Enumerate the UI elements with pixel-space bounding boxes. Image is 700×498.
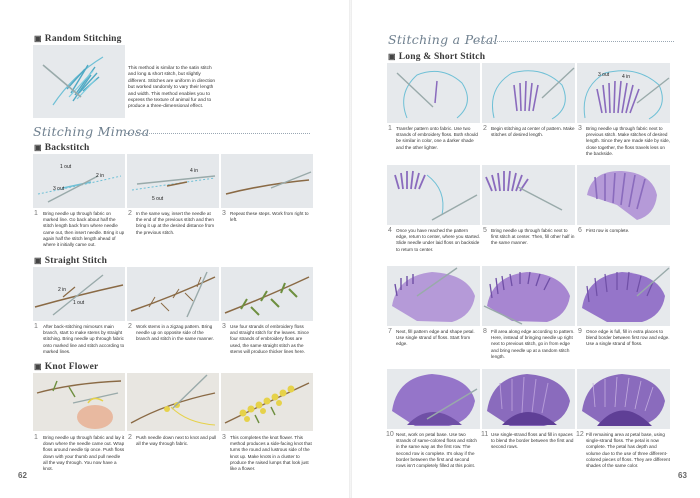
step-number: 3 xyxy=(222,210,226,217)
step-caption: Fill remaining area at petal base, using single-strand floss. The petal is now complete. The petal has depth and volume due to the use of three different-colored pieces of floss. They are different shades of the same color. xyxy=(586,432,670,469)
step-number: 5 xyxy=(483,227,487,234)
knot-flower-photo-2 xyxy=(127,373,219,431)
step-number: 2 xyxy=(128,434,132,441)
step-caption: After back-stitching mimosa's main branch, start to make stems by straight stitching. Bring needle up through fabric onto marked line and stitch according to marked lines. xyxy=(43,324,125,354)
petal-photo-5 xyxy=(482,165,575,225)
photo-label: 3 out xyxy=(598,72,610,78)
step-caption: This completes the knot flower. This method produces a side-facing knot that turns the round and lustrous side of the knot up. Make knots in a cluster to produce the raised lumps that look just like a flower. xyxy=(230,435,312,472)
section-marker-icon: ▣ xyxy=(388,52,396,61)
step-number: 9 xyxy=(578,328,582,335)
photo-label: 1 out xyxy=(73,300,85,306)
step-number: 12 xyxy=(576,431,584,438)
step-number: 3 xyxy=(222,434,226,441)
petal-photo-6 xyxy=(577,165,670,225)
step-number: 2 xyxy=(128,210,132,217)
random-stitching-text: This method is similar to the satin stitch and long & short stitch, but slightly different. Stitches are uniform in direction but worked randomly to vary their length and width. This method enables you to express the texture of animal fur and to produce a three-dimensional effect. xyxy=(128,66,216,110)
step-caption: Next, fill pattern edge and shape petal. Use single strand of floss. Start from edge. xyxy=(396,329,475,347)
random-stitching-photo xyxy=(33,45,125,118)
backstitch-photo-1 xyxy=(33,154,125,208)
step-number: 1 xyxy=(34,434,38,441)
backstitch-photo-2 xyxy=(127,154,219,208)
step-caption: Once you have reached the pattern edge, return to center, where you started. Slide needle under laid floss on backside to return to center. xyxy=(396,228,481,252)
straight-stitch-photo-3 xyxy=(221,267,313,321)
step-caption: Bring needle up through fabric next to first stitch at center. Then, fill other half in the same manner. xyxy=(491,228,575,246)
page-number: 63 xyxy=(678,471,687,480)
step-caption: Repeat these steps. Work from right to left. xyxy=(230,211,309,223)
photo-label: 2 in xyxy=(96,173,105,179)
step-caption: Use single-strand floss and fill in spaces to blend the border between the first and second rows. xyxy=(491,432,574,450)
step-caption: In the same way, insert the needle at the end of the previous stitch and then bring it up at the desired distance from the previous stitch. xyxy=(136,211,215,235)
photo-label: 4 in xyxy=(190,168,199,174)
photo-label: 3 out xyxy=(53,186,65,192)
step-caption: Bring needle up through fabric and lay it down where the needle came out. Wrap floss around needle tip once. Push floss down with your thumb and pull needle all the way through. You now have a knot. xyxy=(43,435,125,472)
section-marker-icon: ▣ xyxy=(34,34,42,43)
step-number: 8 xyxy=(483,328,487,335)
step-number: 4 xyxy=(388,227,392,234)
knot-flower-title: ▣ Knot Flower xyxy=(34,362,99,372)
step-number: 10 xyxy=(386,431,394,438)
step-number: 6 xyxy=(578,227,582,234)
petal-photo-9 xyxy=(577,266,670,326)
section-marker-icon: ▣ xyxy=(34,143,42,152)
step-number: 1 xyxy=(34,323,38,330)
step-caption: Fill area along edge according to pattern. Here, instead of bringing needle up right next to previous stitch, go in from edge and bring needle up at a random stitch length. xyxy=(491,329,575,359)
step-caption: Push needle down next to knot and pull all the way through fabric. xyxy=(136,435,217,447)
step-caption: Use four strands of embroidery floss and straight stitch for the leaves. Since four strands of embroidery floss are used, the same straight stitch as the stems will produce thicker lines here. xyxy=(230,324,309,354)
backstitch-title: ▣ Backstitch xyxy=(34,143,90,153)
petal-photo-4 xyxy=(387,165,480,225)
step-caption: Once edge is full, fill in extra places to blend border between first row and edge. Use a single strand of floss. xyxy=(586,329,670,347)
petal-photo-8 xyxy=(482,266,575,326)
petal-photo-3 xyxy=(577,63,670,123)
step-caption: Next, work on petal base. Use two strands of same-colored floss and stitch in the same way as the first row. The second row is complete. It's okay if the border between the first and second rows isn't completely filled at this point. xyxy=(396,432,477,469)
heading-divider xyxy=(478,41,674,42)
petal-photo-10 xyxy=(387,369,480,429)
step-number: 2 xyxy=(128,323,132,330)
petal-photo-11 xyxy=(482,369,575,429)
step-caption: First row is complete. xyxy=(586,228,630,233)
stitching-petal-heading: Stitching a Petal xyxy=(388,32,498,47)
section-marker-icon: ▣ xyxy=(34,256,42,265)
step-caption: Transfer pattern onto fabric. Use two strands of embroidery floss. Both should be similar in color, one a darker shade and the other lighter. xyxy=(396,126,478,150)
photo-label: 5 out xyxy=(152,196,164,202)
petal-photo-1 xyxy=(387,63,480,123)
step-caption: Bring needle up through fabric on marked line. Go back about half the stitch length back from where needle came out, then insert needle. Bring it up again half the stitch length ahead of where it initially came out. xyxy=(43,211,125,248)
straight-stitch-title: ▣ Straight Stitch xyxy=(34,256,108,266)
page-number: 62 xyxy=(18,471,27,480)
stitching-mimosa-heading: Stitching Mimosa xyxy=(33,124,150,139)
step-number: 3 xyxy=(222,323,226,330)
petal-photo-2 xyxy=(482,63,575,123)
step-caption: Bring needle up through fabric next to previous stitch. Make stitches of desired length. Since they are made side by side, close together, the floss travels less on the backside. xyxy=(586,126,671,156)
step-number: 1 xyxy=(34,210,38,217)
step-number: 1 xyxy=(388,125,392,132)
step-number: 7 xyxy=(388,328,392,335)
step-number: 11 xyxy=(481,431,489,438)
step-caption: Begin stitching at center of pattern. Make stitches of desired length. xyxy=(491,126,575,138)
photo-label: 2 in xyxy=(58,287,67,293)
right-page xyxy=(352,0,700,498)
petal-photo-12 xyxy=(577,369,670,429)
step-number: 2 xyxy=(483,125,487,132)
long-short-stitch-title: ▣ Long & Short Stitch xyxy=(388,52,486,62)
straight-stitch-photo-1 xyxy=(33,267,125,321)
photo-label: 4 in xyxy=(622,74,631,80)
section-marker-icon: ▣ xyxy=(34,362,42,371)
random-stitching-title: ▣ Random Stitching xyxy=(34,34,122,44)
photo-label: 1 out xyxy=(60,164,72,170)
straight-stitch-photo-2 xyxy=(127,267,219,321)
knot-flower-photo-3 xyxy=(221,373,313,431)
knot-flower-photo-1 xyxy=(33,373,125,431)
step-number: 3 xyxy=(578,125,582,132)
step-caption: Work stems in a zigzag pattern. Bring needle up on opposite side of the branch and stitch in the same manner. xyxy=(136,324,214,342)
heading-divider xyxy=(126,133,310,134)
petal-photo-7 xyxy=(387,266,480,326)
backstitch-photo-3 xyxy=(221,154,313,208)
